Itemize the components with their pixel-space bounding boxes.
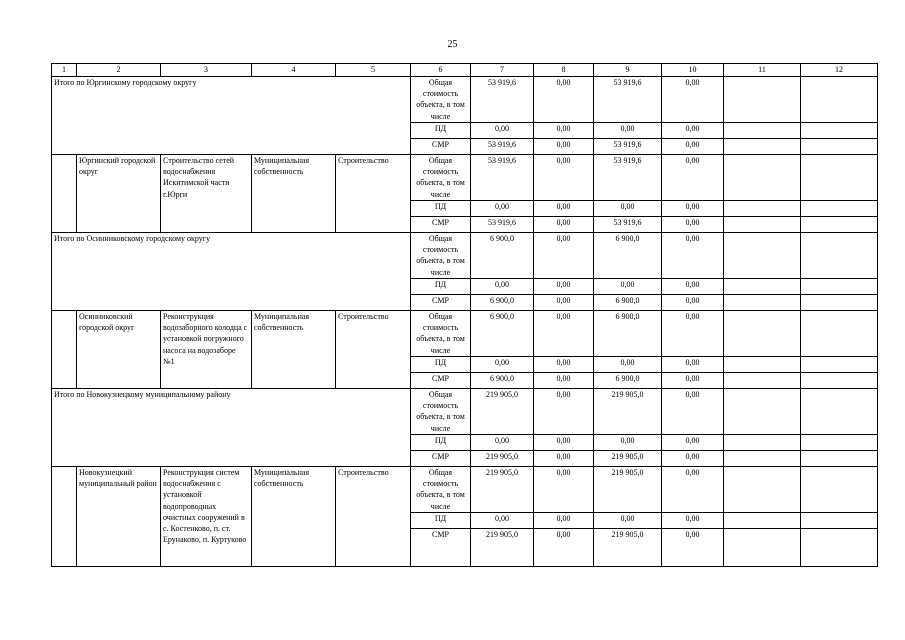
value-col8: 0,00 <box>534 357 594 373</box>
category-cell: ПД <box>411 357 471 373</box>
value-col7: 219 905,0 <box>471 529 534 567</box>
empty-col11 <box>724 435 801 451</box>
column-number: 1 <box>52 64 77 77</box>
value-col8: 0,00 <box>534 311 594 357</box>
value-col8: 0,00 <box>534 513 594 529</box>
empty-col11 <box>724 373 801 389</box>
empty-col12 <box>801 389 878 435</box>
empty-col12 <box>801 201 878 217</box>
ownership-cell: Муниципальная собственность <box>252 311 336 389</box>
municipality-cell: Новокузнецкий муниципальный район <box>77 467 161 567</box>
empty-col11 <box>724 389 801 435</box>
empty-col11 <box>724 279 801 295</box>
table-body <box>52 64 878 567</box>
category-cell: Общая стоимость объекта, в том числе <box>411 77 471 123</box>
value-col7: 6 900,0 <box>471 295 534 311</box>
value-col10: 0,00 <box>662 389 724 435</box>
column-number: 9 <box>594 64 662 77</box>
empty-col11 <box>724 201 801 217</box>
empty-col12 <box>801 373 878 389</box>
value-col10: 0,00 <box>662 77 724 123</box>
empty-col11 <box>724 139 801 155</box>
empty-col12 <box>801 233 878 279</box>
value-col8: 0,00 <box>534 155 594 201</box>
empty-col12 <box>801 77 878 123</box>
value-col7: 0,00 <box>471 279 534 295</box>
category-cell: Общая стоимость объекта, в том числе <box>411 155 471 201</box>
value-col8: 0,00 <box>534 217 594 233</box>
empty-col11 <box>724 295 801 311</box>
empty-col12 <box>801 217 878 233</box>
value-col7: 53 919,6 <box>471 77 534 123</box>
value-col8: 0,00 <box>534 389 594 435</box>
value-col9: 0,00 <box>594 123 662 139</box>
empty-col11 <box>724 311 801 357</box>
object-cell: Реконструкция водозаборного колодца с установкой погружного насоса на водозаборе №1 <box>161 311 252 389</box>
empty-col11 <box>724 357 801 373</box>
empty-col12 <box>801 311 878 357</box>
empty-col12 <box>801 295 878 311</box>
value-col7: 6 900,0 <box>471 311 534 357</box>
value-col8: 0,00 <box>534 529 594 567</box>
value-col7: 6 900,0 <box>471 373 534 389</box>
empty-col11 <box>724 529 801 567</box>
row-number-cell <box>52 467 77 567</box>
value-col7: 53 919,6 <box>471 155 534 201</box>
total-row <box>52 233 878 279</box>
value-col8: 0,00 <box>534 373 594 389</box>
column-number: 5 <box>336 64 411 77</box>
value-col7: 219 905,0 <box>471 389 534 435</box>
column-number: 3 <box>161 64 252 77</box>
value-col9: 219 905,0 <box>594 529 662 567</box>
value-col10: 0,00 <box>662 201 724 217</box>
empty-col11 <box>724 217 801 233</box>
value-col7: 0,00 <box>471 435 534 451</box>
category-cell: ПД <box>411 279 471 295</box>
value-col9: 219 905,0 <box>594 451 662 467</box>
value-col9: 0,00 <box>594 357 662 373</box>
category-cell: Общая стоимость объекта, в том числе <box>411 467 471 513</box>
value-col10: 0,00 <box>662 513 724 529</box>
value-col10: 0,00 <box>662 217 724 233</box>
value-col10: 0,00 <box>662 373 724 389</box>
value-col10: 0,00 <box>662 311 724 357</box>
item-row <box>52 155 878 201</box>
category-cell: ПД <box>411 201 471 217</box>
value-col8: 0,00 <box>534 123 594 139</box>
value-col9: 219 905,0 <box>594 467 662 513</box>
category-cell: СМР <box>411 451 471 467</box>
municipality-cell: Осинниковский городской округ <box>77 311 161 389</box>
value-col8: 0,00 <box>534 451 594 467</box>
category-cell: ПД <box>411 513 471 529</box>
value-col8: 0,00 <box>534 467 594 513</box>
value-col10: 0,00 <box>662 435 724 451</box>
empty-col11 <box>724 77 801 123</box>
category-cell: СМР <box>411 295 471 311</box>
category-cell: ПД <box>411 123 471 139</box>
value-col9: 53 919,6 <box>594 217 662 233</box>
column-number: 4 <box>252 64 336 77</box>
item-row <box>52 311 878 357</box>
category-cell: СМР <box>411 217 471 233</box>
empty-col11 <box>724 467 801 513</box>
value-col9: 219 905,0 <box>594 389 662 435</box>
value-col8: 0,00 <box>534 435 594 451</box>
value-col10: 0,00 <box>662 451 724 467</box>
total-row <box>52 77 878 123</box>
empty-col11 <box>724 451 801 467</box>
value-col9: 6 900,0 <box>594 373 662 389</box>
empty-col12 <box>801 155 878 201</box>
total-label: Итого по Осинниковскому городскому округу <box>52 233 411 311</box>
category-cell: Общая стоимость объекта, в том числе <box>411 389 471 435</box>
value-col10: 0,00 <box>662 123 724 139</box>
empty-col11 <box>724 513 801 529</box>
object-cell: Строительство сетей водоснабжения Искитимской части г.Юрги <box>161 155 252 233</box>
value-col7: 0,00 <box>471 513 534 529</box>
value-col9: 0,00 <box>594 201 662 217</box>
work-type-cell: Строительство <box>336 467 411 567</box>
category-cell: СМР <box>411 373 471 389</box>
category-cell: ПД <box>411 435 471 451</box>
value-col10: 0,00 <box>662 233 724 279</box>
value-col7: 0,00 <box>471 201 534 217</box>
column-number: 10 <box>662 64 724 77</box>
category-cell: СМР <box>411 529 471 567</box>
investment-table <box>51 63 878 567</box>
column-number: 8 <box>534 64 594 77</box>
value-col9: 53 919,6 <box>594 155 662 201</box>
category-cell: СМР <box>411 139 471 155</box>
value-col9: 6 900,0 <box>594 311 662 357</box>
value-col7: 0,00 <box>471 357 534 373</box>
empty-col12 <box>801 529 878 567</box>
value-col7: 53 919,6 <box>471 139 534 155</box>
value-col7: 0,00 <box>471 123 534 139</box>
empty-col12 <box>801 451 878 467</box>
value-col10: 0,00 <box>662 139 724 155</box>
value-col8: 0,00 <box>534 233 594 279</box>
value-col9: 0,00 <box>594 513 662 529</box>
column-number-row <box>52 64 878 77</box>
value-col8: 0,00 <box>534 295 594 311</box>
value-col8: 0,00 <box>534 201 594 217</box>
category-cell: Общая стоимость объекта, в том числе <box>411 233 471 279</box>
value-col7: 53 919,6 <box>471 217 534 233</box>
work-type-cell: Строительство <box>336 155 411 233</box>
total-row <box>52 389 878 435</box>
column-number: 11 <box>724 64 801 77</box>
value-col8: 0,00 <box>534 279 594 295</box>
value-col10: 0,00 <box>662 467 724 513</box>
total-label: Итого по Юргинскому городскому округу <box>52 77 411 155</box>
value-col9: 6 900,0 <box>594 295 662 311</box>
value-col7: 6 900,0 <box>471 233 534 279</box>
ownership-cell: Муниципальная собственность <box>252 467 336 567</box>
value-col10: 0,00 <box>662 357 724 373</box>
value-col8: 0,00 <box>534 77 594 123</box>
category-cell: Общая стоимость объекта, в том числе <box>411 311 471 357</box>
work-type-cell: Строительство <box>336 311 411 389</box>
value-col10: 0,00 <box>662 279 724 295</box>
value-col9: 53 919,6 <box>594 77 662 123</box>
column-number: 2 <box>77 64 161 77</box>
value-col8: 0,00 <box>534 139 594 155</box>
empty-col12 <box>801 467 878 513</box>
value-col10: 0,00 <box>662 295 724 311</box>
ownership-cell: Муниципальная собственность <box>252 155 336 233</box>
object-cell: Реконструкция систем водоснабжения с установкой водопроводных очистных сооружений в с. Костенково, п. ст. Ерунаково, п. Куртуково <box>161 467 252 567</box>
empty-col12 <box>801 123 878 139</box>
empty-col12 <box>801 139 878 155</box>
value-col9: 0,00 <box>594 435 662 451</box>
row-number-cell <box>52 155 77 233</box>
value-col9: 0,00 <box>594 279 662 295</box>
value-col9: 53 919,6 <box>594 139 662 155</box>
value-col10: 0,00 <box>662 155 724 201</box>
total-label: Итого по Новокузнецкому муниципальному району <box>52 389 411 467</box>
value-col7: 219 905,0 <box>471 451 534 467</box>
row-number-cell <box>52 311 77 389</box>
municipality-cell: Юргинский городской округ <box>77 155 161 233</box>
value-col9: 6 900,0 <box>594 233 662 279</box>
value-col10: 0,00 <box>662 529 724 567</box>
item-row <box>52 467 878 513</box>
column-number: 7 <box>471 64 534 77</box>
column-number: 6 <box>411 64 471 77</box>
page-number: 25 <box>447 39 458 50</box>
empty-col12 <box>801 435 878 451</box>
empty-col12 <box>801 357 878 373</box>
empty-col12 <box>801 279 878 295</box>
value-col7: 219 905,0 <box>471 467 534 513</box>
empty-col11 <box>724 155 801 201</box>
column-number: 12 <box>801 64 878 77</box>
empty-col12 <box>801 513 878 529</box>
empty-col11 <box>724 233 801 279</box>
empty-col11 <box>724 123 801 139</box>
